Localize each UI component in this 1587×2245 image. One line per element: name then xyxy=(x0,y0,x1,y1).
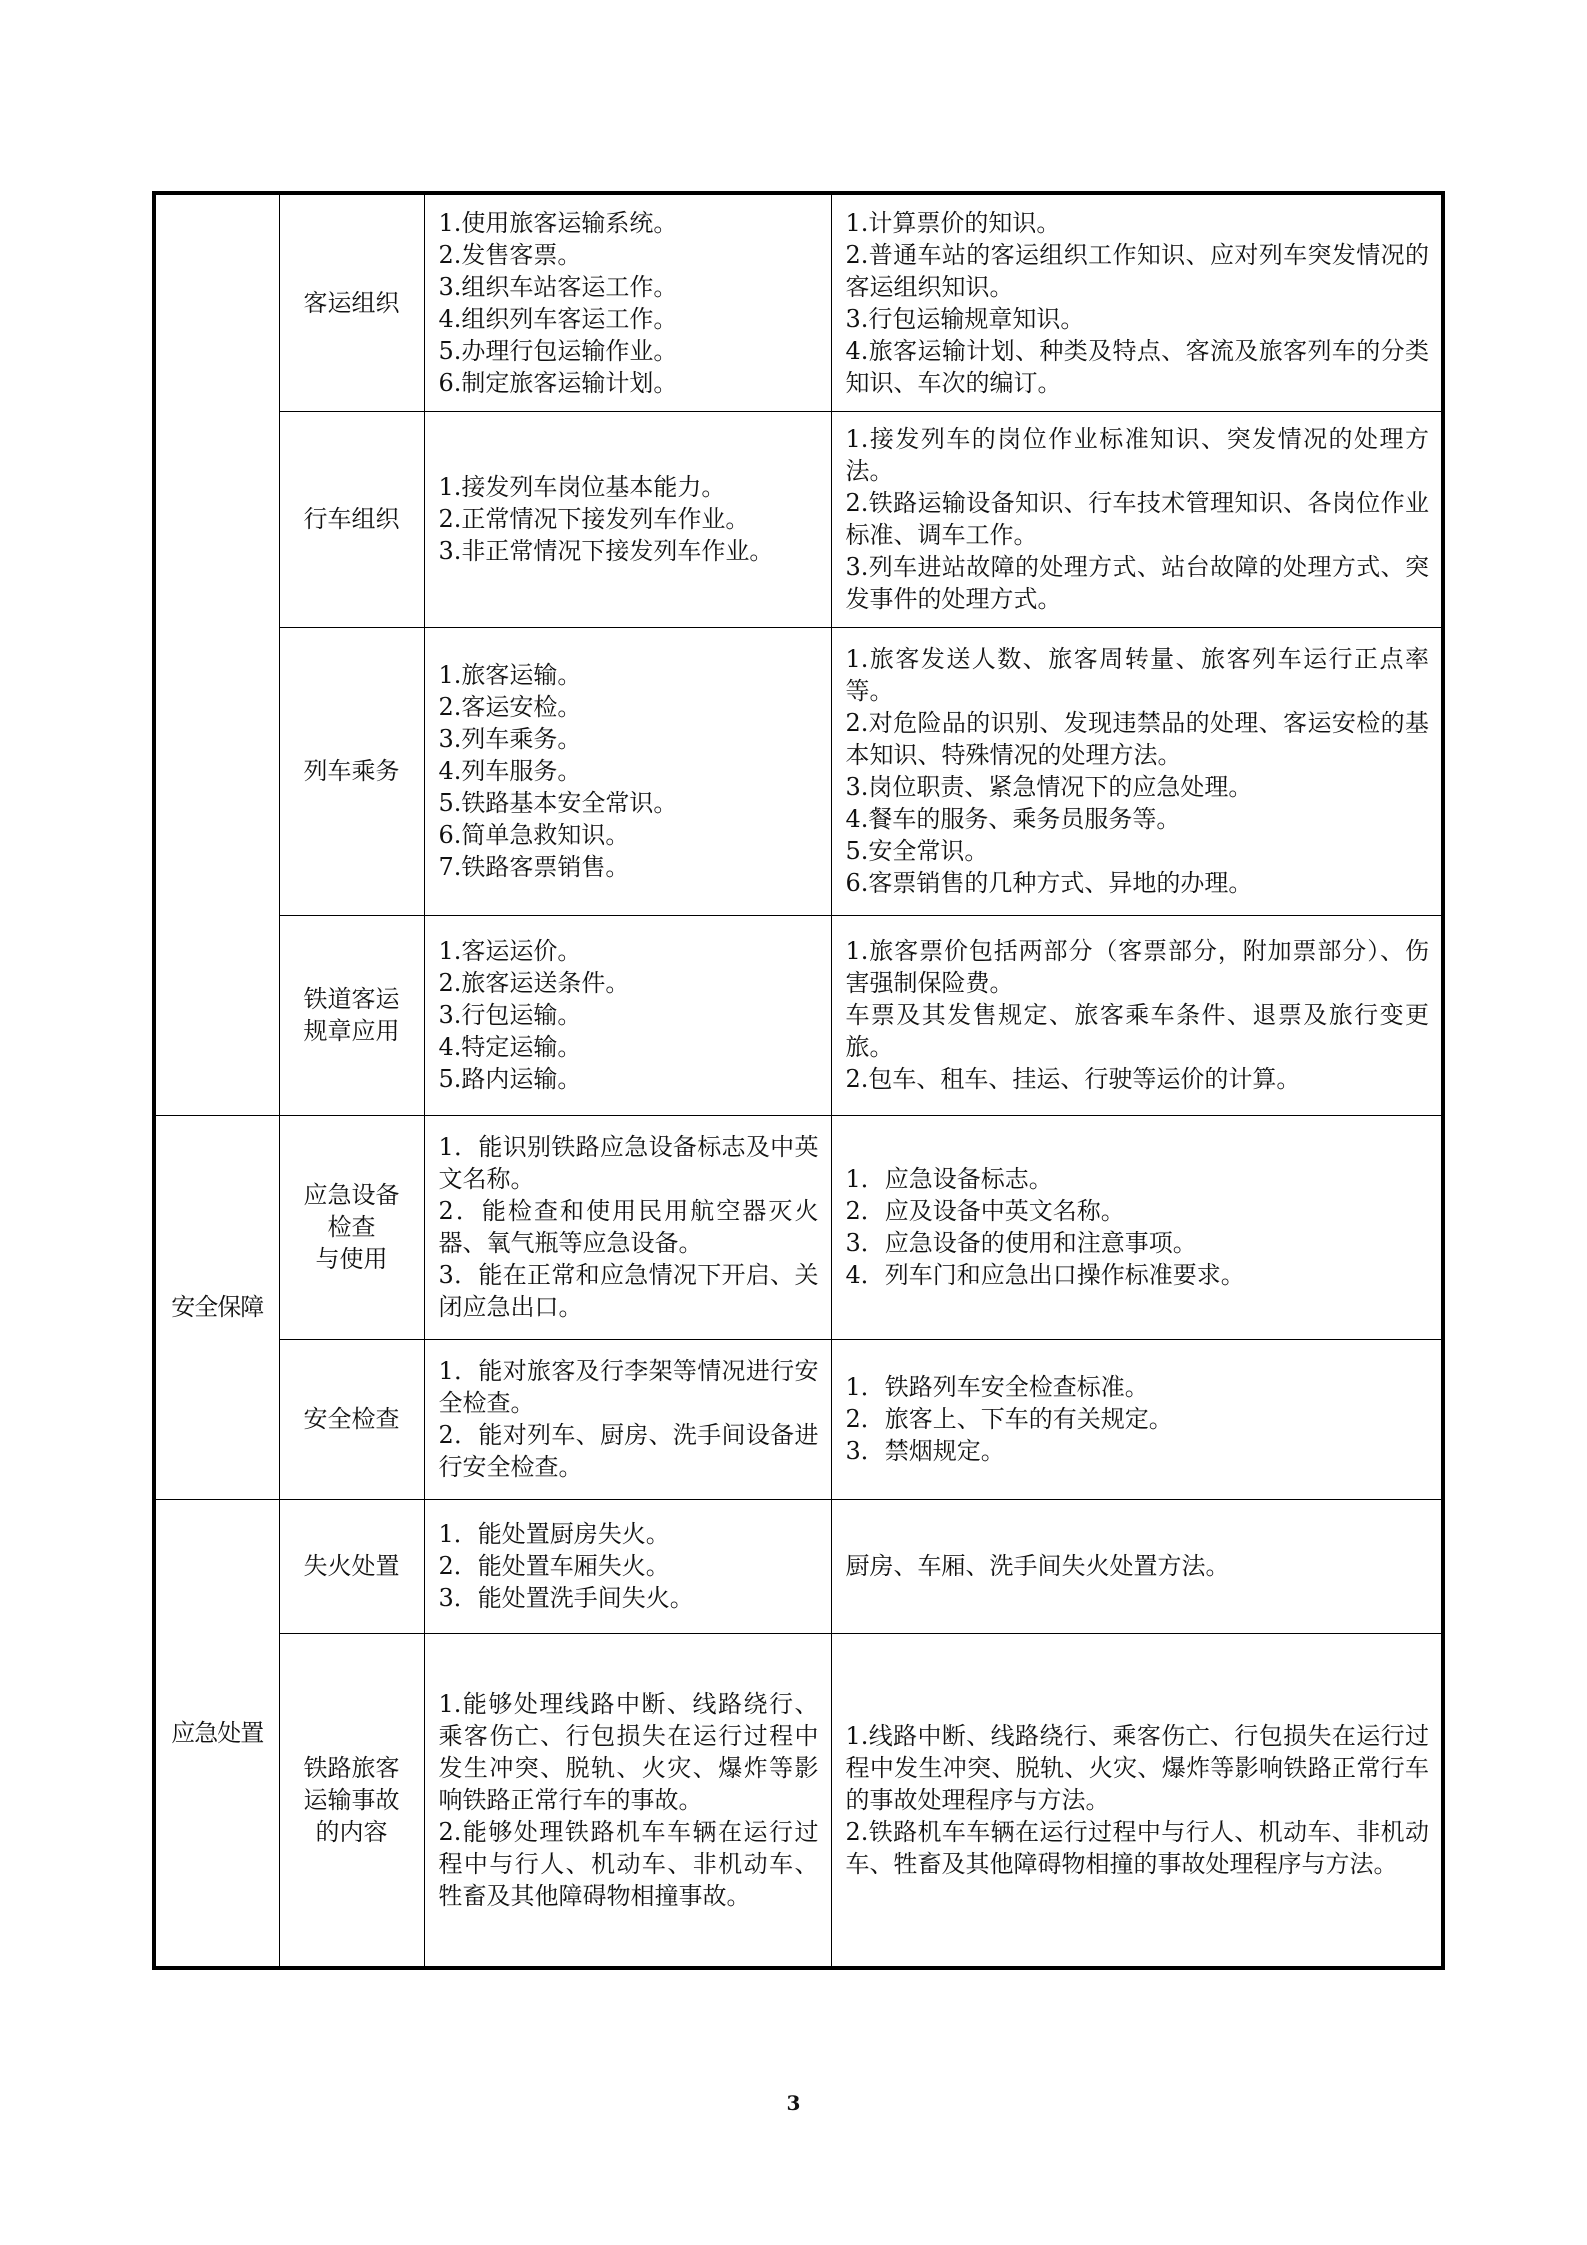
table-row xyxy=(154,1499,1443,1633)
subject-line: 行车组织 xyxy=(303,505,400,533)
table-row xyxy=(154,627,1443,915)
list-item: 4.餐车的服务、乘务员服务等。 xyxy=(845,805,1181,833)
table-row xyxy=(154,193,1443,411)
list-item: 1.旅客发送人数、旅客周转量、旅客列车运行正点率等。 xyxy=(845,645,1429,705)
list-item: 1.使用旅客运输系统。 xyxy=(438,208,678,237)
list-item: 7.铁路客票销售。 xyxy=(438,853,630,881)
list-item: 2.普通车站的客运组织工作知识、应对列车突发情况的客运组织知识。 xyxy=(845,240,1429,301)
list-item: 1.能够处理线路中断、线路绕行、乘客伤亡、行包损失在运行过程中发生冲突、脱轨、火灾、爆炸等影响铁路正常行车的事故。 xyxy=(438,1689,819,1814)
list-item: 3．禁烟规定。 xyxy=(845,1437,1005,1465)
list-item: 4.列车服务。 xyxy=(438,757,582,785)
knowledge-cell xyxy=(831,1499,1443,1633)
subject-line: 列车乘务 xyxy=(303,757,400,785)
subject-line: 铁路旅客 xyxy=(303,1753,400,1782)
list-item: 3.岗位职责、紧急情况下的应急处理。 xyxy=(845,773,1253,801)
list-item: 3.列车乘务。 xyxy=(438,725,582,753)
list-item: 4．列车门和应急出口操作标准要求。 xyxy=(845,1261,1245,1289)
list-item: 2．能对列车、厨房、洗手间设备进行安全检查。 xyxy=(438,1421,819,1481)
subject-cell xyxy=(279,411,424,627)
list-item: 1．能识别铁路应急设备标志及中英文名称。 xyxy=(438,1133,819,1193)
list-item: 1．能对旅客及行李架等情况进行安全检查。 xyxy=(438,1357,819,1417)
list-item: 1．能处置厨房失火。 xyxy=(438,1520,670,1548)
subject-line: 检查 xyxy=(327,1213,376,1241)
subject-cell xyxy=(279,193,424,411)
subject-line: 运输事故 xyxy=(303,1785,400,1814)
skills-cell xyxy=(424,1115,831,1339)
subject-cell xyxy=(279,1339,424,1499)
list-item: 1.旅客票价包括两部分（客票部分，附加票部分）、伤害强制保险费。 xyxy=(845,937,1429,997)
list-item: 3.行包运输。 xyxy=(438,1001,582,1029)
skills-cell xyxy=(424,1339,831,1499)
list-item: 4.组织列车客运工作。 xyxy=(438,304,678,333)
subject-cell xyxy=(279,1633,424,1968)
list-item: 6.制定旅客运输计划。 xyxy=(438,368,678,397)
list-item: 1．应急设备标志。 xyxy=(845,1165,1053,1193)
table-row xyxy=(154,411,1443,627)
knowledge-cell xyxy=(831,1339,1443,1499)
knowledge-cell xyxy=(831,627,1443,915)
page-number: 3 xyxy=(786,2091,801,2115)
skills-table-body xyxy=(154,193,1443,1968)
list-item: 3．能处置洗手间失火。 xyxy=(438,1584,694,1612)
category-cell xyxy=(154,193,279,1115)
category-cell: 安全保障 xyxy=(154,1115,279,1499)
list-item: 3.行包运输规章知识。 xyxy=(845,304,1085,333)
subject-cell xyxy=(279,1115,424,1339)
table-row xyxy=(154,915,1443,1115)
list-item: 5.安全常识。 xyxy=(845,837,989,865)
list-item: 1．铁路列车安全检查标准。 xyxy=(845,1373,1149,1401)
list-item: 3．能在正常和应急情况下开启、关闭应急出口。 xyxy=(438,1261,819,1321)
knowledge-cell xyxy=(831,1115,1443,1339)
list-item: 2.铁路运输设备知识、行车技术管理知识、各岗位作业标准、调车工作。 xyxy=(845,489,1429,549)
list-item: 2．能检查和使用民用航空器灭火器、氧气瓶等应急设备。 xyxy=(438,1197,819,1257)
subject-cell xyxy=(279,627,424,915)
knowledge-cell xyxy=(831,411,1443,627)
list-item: 2．旅客上、下车的有关规定。 xyxy=(845,1405,1173,1433)
list-item: 2.对危险品的识别、发现违禁品的处理、客运安检的基本知识、特殊情况的处理方法。 xyxy=(845,709,1429,769)
table-row xyxy=(154,1339,1443,1499)
list-item: 6.简单急救知识。 xyxy=(438,821,630,849)
list-item: 5.办理行包运输作业。 xyxy=(438,336,678,365)
table-row xyxy=(154,1115,1443,1339)
skills-cell xyxy=(424,193,831,411)
list-item: 2.能够处理铁路机车车辆在运行过程中与行人、机动车、非机动车、牲畜及其他障碍物相撞事故。 xyxy=(438,1817,819,1910)
list-item: 1.计算票价的知识。 xyxy=(845,208,1061,237)
list-item: 3.列车进站故障的处理方式、站台故障的处理方式、突发事件的处理方式。 xyxy=(845,553,1429,613)
list-item: 5.路内运输。 xyxy=(438,1065,582,1093)
list-item: 1.旅客运输。 xyxy=(438,661,582,689)
subject-line: 应急设备 xyxy=(303,1181,400,1209)
list-item: 2.发售客票。 xyxy=(438,240,582,269)
subject-line: 客运组织 xyxy=(303,288,400,317)
subject-line: 规章应用 xyxy=(303,1017,400,1045)
list-item: 2．应及设备中英文名称。 xyxy=(845,1197,1125,1225)
subject-line: 失火处置 xyxy=(303,1552,400,1580)
table-row xyxy=(154,1633,1443,1968)
skills-cell xyxy=(424,627,831,915)
list-item: 2.旅客运送条件。 xyxy=(438,969,630,997)
skills-table xyxy=(152,191,1445,1970)
knowledge-cell xyxy=(831,1633,1443,1968)
list-item: 2.正常情况下接发列车作业。 xyxy=(438,505,750,533)
knowledge-cell xyxy=(831,193,1443,411)
list-item: 1.接发列车岗位基本能力。 xyxy=(438,473,726,501)
list-item: 6.客票销售的几种方式、异地的办理。 xyxy=(845,869,1253,897)
list-item: 2.包车、租车、挂运、行驶等运价的计算。 xyxy=(845,1065,1301,1093)
category-cell: 应急处置 xyxy=(154,1499,279,1968)
list-item: 2．能处置车厢失火。 xyxy=(438,1552,670,1580)
skills-cell xyxy=(424,1499,831,1633)
list-item: 车票及其发售规定、旅客乘车条件、退票及旅行变更旅。 xyxy=(845,1001,1429,1061)
knowledge-cell xyxy=(831,915,1443,1115)
list-item: 1.客运运价。 xyxy=(438,937,582,965)
list-item: 1.线路中断、线路绕行、乘客伤亡、行包损失在运行过程中发生冲突、脱轨、火灾、爆炸等影响铁路正常行车的事故处理程序与方法。 xyxy=(845,1721,1429,1814)
list-item: 厨房、车厢、洗手间失火处置方法。 xyxy=(845,1552,1230,1580)
list-item: 3.组织车站客运工作。 xyxy=(438,272,678,301)
list-item: 3．应急设备的使用和注意事项。 xyxy=(845,1229,1197,1257)
skills-cell xyxy=(424,1633,831,1968)
list-item: 3.非正常情况下接发列车作业。 xyxy=(438,537,774,565)
skills-cell xyxy=(424,915,831,1115)
list-item: 5.铁路基本安全常识。 xyxy=(438,789,678,817)
list-item: 2.客运安检。 xyxy=(438,693,582,721)
skills-cell xyxy=(424,411,831,627)
subject-line: 铁道客运 xyxy=(303,985,400,1013)
subject-line: 安全检查 xyxy=(303,1405,400,1433)
list-item: 4.旅客运输计划、种类及特点、客流及旅客列车的分类知识、车次的编订。 xyxy=(845,336,1429,397)
list-item: 4.特定运输。 xyxy=(438,1033,582,1061)
subject-line: 的内容 xyxy=(315,1817,388,1846)
subject-line: 与使用 xyxy=(315,1245,388,1273)
subject-cell xyxy=(279,915,424,1115)
list-item: 2.铁路机车车辆在运行过程中与行人、机动车、非机动车、牲畜及其他障碍物相撞的事故处理程序与方法。 xyxy=(845,1817,1429,1878)
subject-cell xyxy=(279,1499,424,1633)
list-item: 1.接发列车的岗位作业标准知识、突发情况的处理方法。 xyxy=(845,425,1429,485)
